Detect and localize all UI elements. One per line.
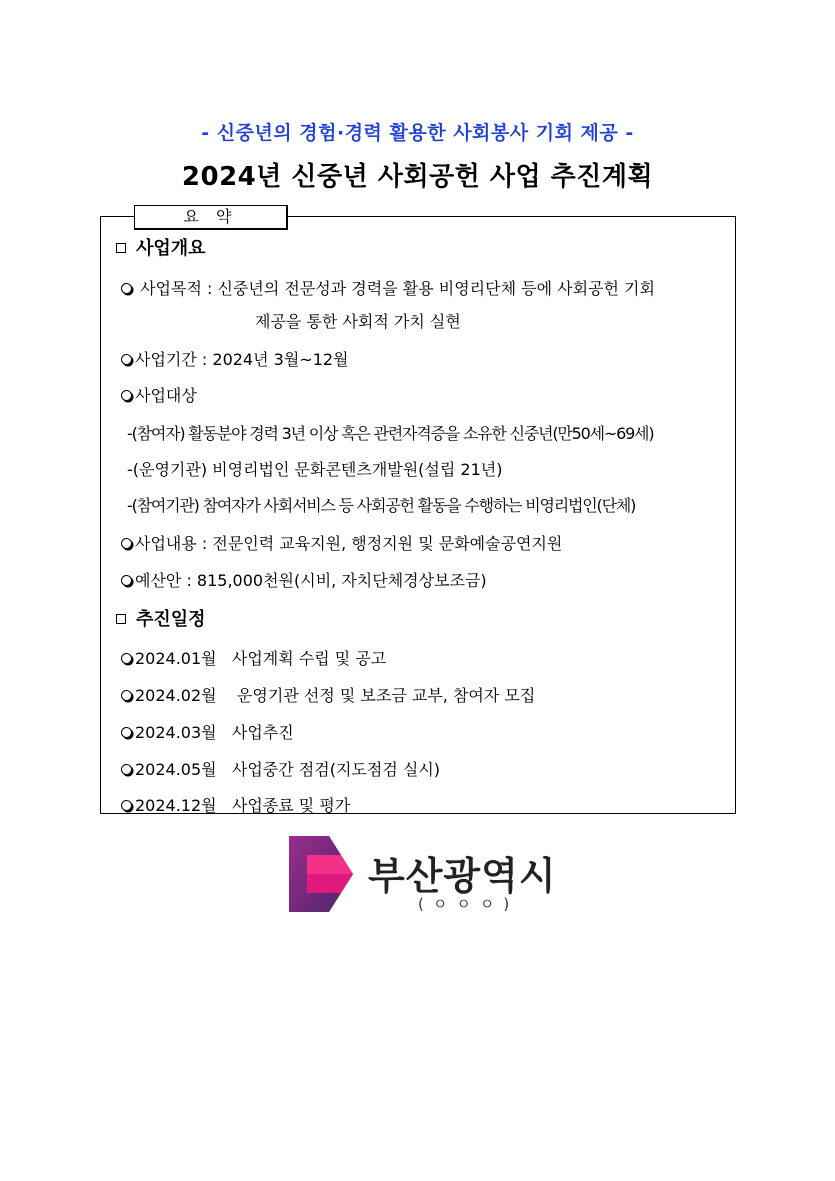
logo-department: (ㅇㅇㅇ) <box>418 895 519 913</box>
schedule-task: 운영기관 선정 및 보조금 교부, 참여자 모집 <box>236 686 536 705</box>
schedule-item <box>121 793 350 816</box>
content-item <box>121 531 562 554</box>
target-operator: -(운영기관) 비영리법인 문화콘텐츠개발원(설립 21년) <box>127 460 503 479</box>
circle-bullet-icon <box>121 653 132 664</box>
schedule-item <box>121 757 440 780</box>
circle-bullet-icon <box>121 727 132 738</box>
target-item <box>121 383 197 406</box>
schedule-date: 2024.12월 <box>135 796 217 815</box>
schedule-section <box>116 605 206 631</box>
schedule-date: 2024.05월 <box>135 760 217 779</box>
period-item <box>121 347 349 370</box>
summary-tab-label: 요 약 <box>134 205 288 230</box>
budget-item <box>121 568 487 591</box>
square-bullet-icon <box>116 243 126 253</box>
period-text: 사업기간 : 2024년 3월~12월 <box>135 350 349 369</box>
schedule-date: 2024.01월 <box>135 649 217 668</box>
target-participating-org: -(참여기관) 참여자가 사회서비스 등 사회공헌 활동을 수행하는 비영리법인(단체) <box>127 496 636 515</box>
schedule-task: 사업중간 점검(지도점검 실시) <box>231 760 441 779</box>
target-participants: -(참여자) 활동분야 경력 3년 이상 혹은 관련자격증을 소유한 신중년(만50세~69세) <box>127 424 654 443</box>
purpose-item <box>121 276 655 299</box>
document-subtitle: - 신중년의 경험·경력 활용한 사회봉사 기회 제공 - <box>201 122 634 144</box>
target-text: 사업대상 <box>135 386 197 405</box>
purpose-text-line2: 제공을 통한 사회적 가치 실현 <box>255 312 461 331</box>
purpose-text-line1: 사업목적 : 신중년의 전문성과 경력을 활용 비영리단체 등에 사회공헌 기회 <box>140 279 655 298</box>
schedule-date: 2024.03월 <box>135 723 217 742</box>
schedule-task: 사업계획 수립 및 공고 <box>231 649 387 668</box>
circle-bullet-icon <box>121 764 132 775</box>
circle-bullet-icon <box>121 354 132 365</box>
schedule-task: 사업추진 <box>231 723 294 742</box>
document-title: 2024년 신중년 사회공헌 사업 추진계획 <box>181 162 654 192</box>
circle-bullet-icon <box>121 690 132 701</box>
busan-logo-icon <box>289 836 353 912</box>
circle-bullet-icon <box>121 538 132 549</box>
content-text: 사업내용 : 전문인력 교육지원, 행정지원 및 문화예술공연지원 <box>135 534 563 553</box>
schedule-item <box>121 683 535 706</box>
schedule-heading: 추진일정 <box>136 609 206 630</box>
logo-name: 부산광역시 <box>368 854 557 898</box>
circle-bullet-icon <box>121 283 132 294</box>
schedule-item <box>121 720 294 743</box>
circle-bullet-icon <box>121 390 132 401</box>
schedule-item <box>121 646 386 669</box>
schedule-date: 2024.02월 <box>135 686 217 705</box>
budget-text: 예산안 : 815,000천원(시비, 자치단체경상보조금) <box>135 571 487 590</box>
circle-bullet-icon <box>121 800 132 811</box>
circle-bullet-icon <box>121 575 132 586</box>
overview-section <box>116 234 206 260</box>
square-bullet-icon <box>116 614 126 624</box>
schedule-task: 사업종료 및 평가 <box>231 796 351 815</box>
overview-heading: 사업개요 <box>136 238 206 259</box>
